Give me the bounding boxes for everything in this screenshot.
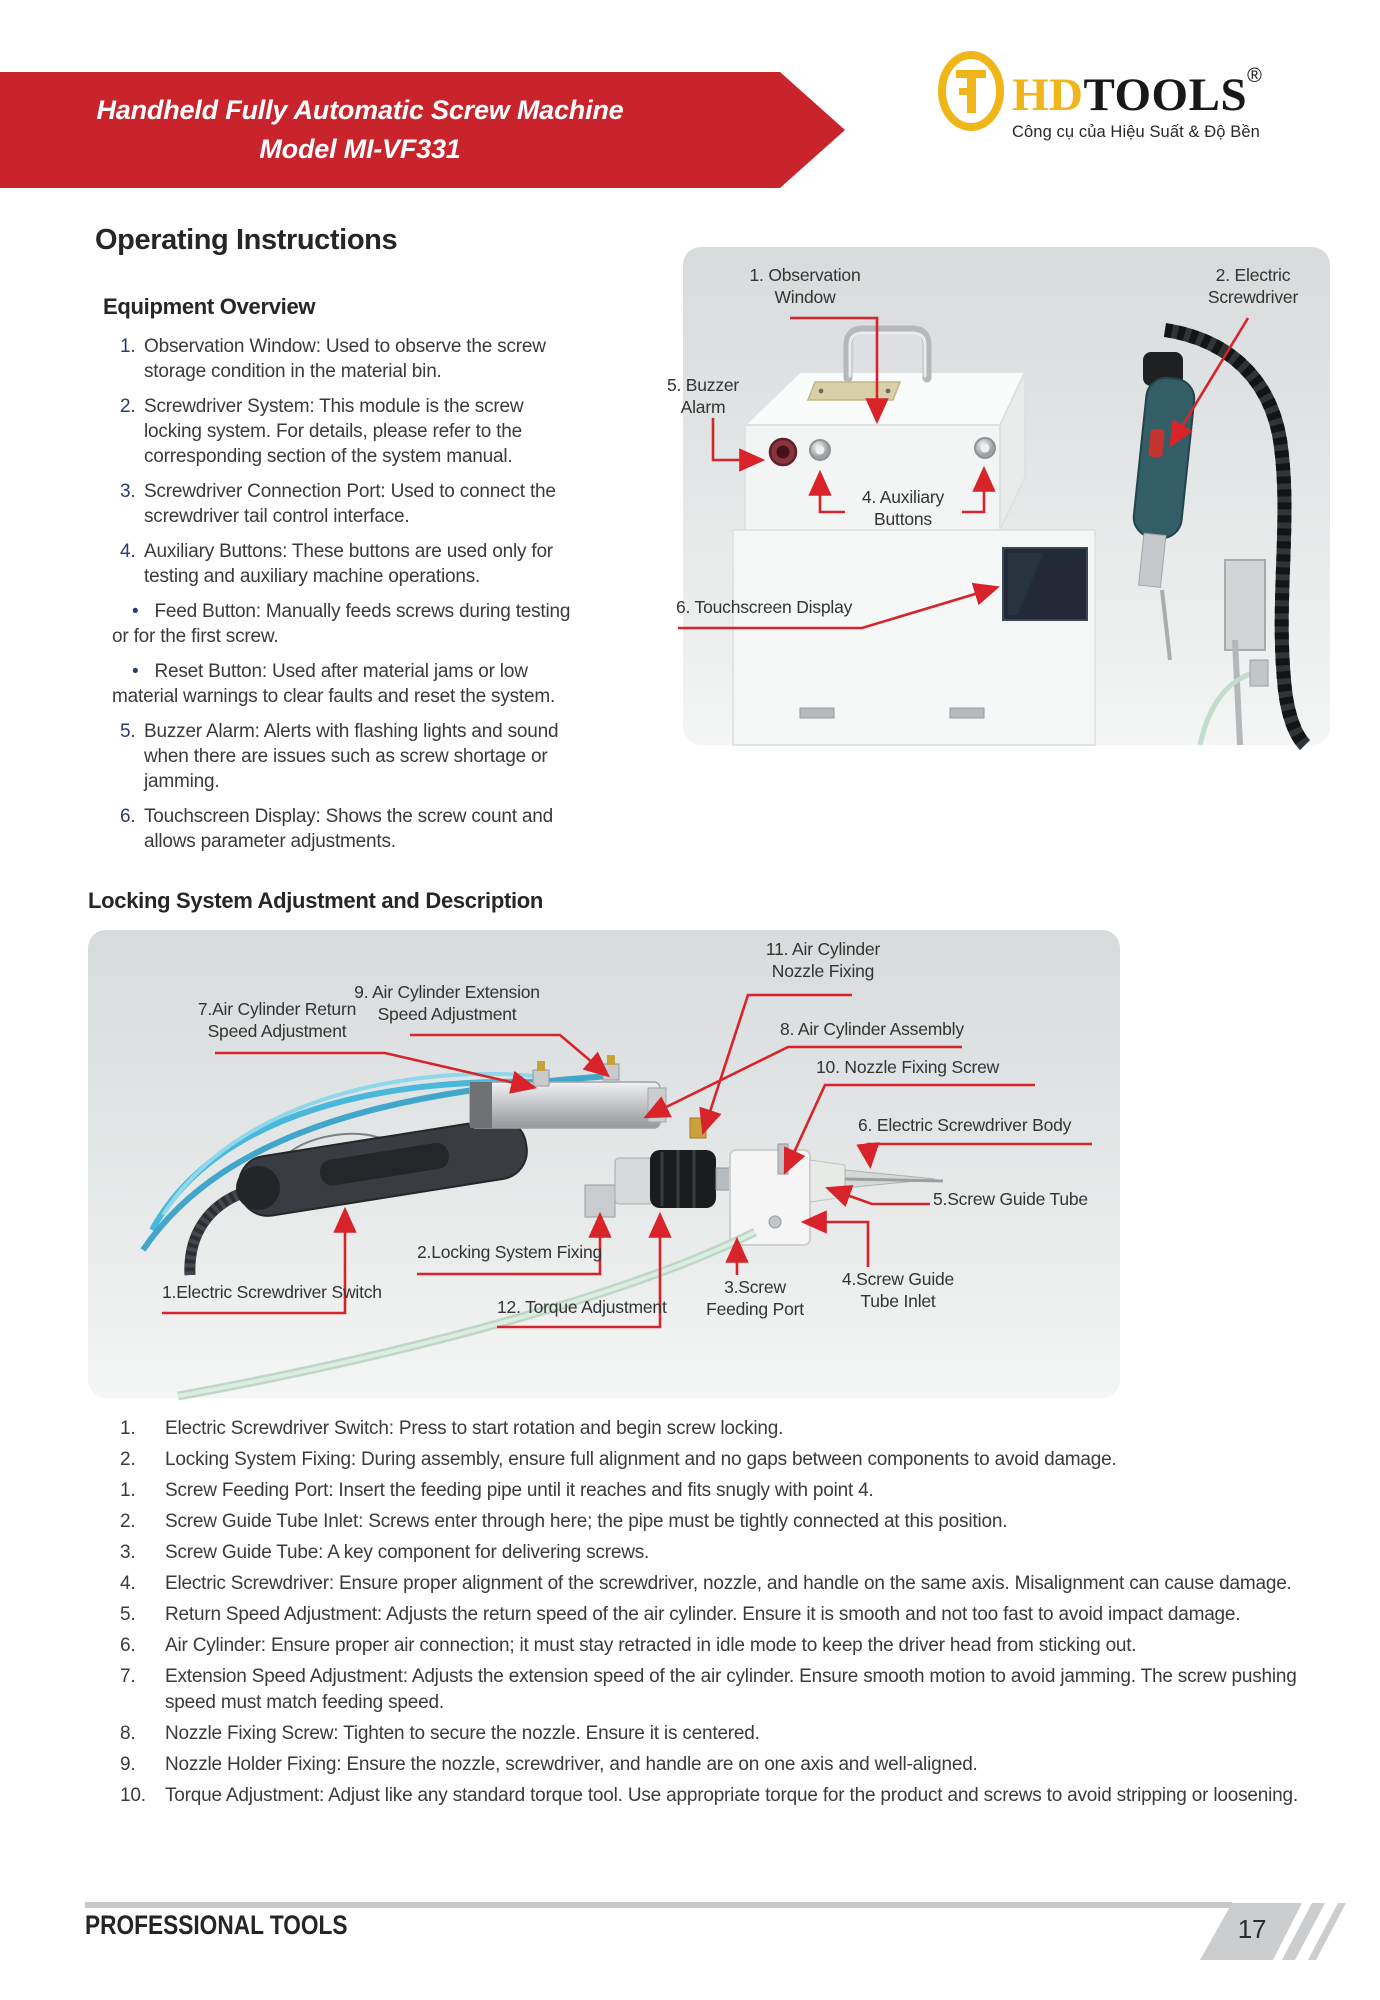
list-item: 10. Torque Adjustment: Adjust like any standard torque tool. Use appropriate torque for the product and screws to avoid stripping or loosening. [120,1785,1298,1806]
list-item: 2. Locking System Fixing: During assembly, ensure full alignment and no gaps between components to avoid damage. [120,1449,1117,1470]
list-item: 6. Air Cylinder: Ensure proper air connection; it must stay retracted in idle mode to keep the driver head from sticking out. [120,1635,1137,1656]
banner-arrow-shape [780,72,846,188]
equipment-overview-list [112,334,578,864]
header-banner [0,72,780,188]
logo-hd-text: HD [1012,69,1084,121]
locking-clamp-part [585,1185,615,1217]
list-item: 1. Screw Feeding Port: Insert the feeding pipe until it reaches and fits snugly with point 4. [120,1480,874,1501]
callout-cylinder-assembly: 8. Air Cylinder Assembly [780,1019,964,1039]
callout-return-speed-adjustment: 7.Air Cylinder Return Speed Adjustment [197,999,357,1041]
screwdriver-handle-part [1132,376,1196,540]
callout-buzzer-alarm: 5. Buzzer Alarm [666,375,740,417]
list-item: 7. Extension Speed Adjustment: Adjusts the extension speed of the air cylinder. Ensure smooth motion to avoid jamming. The screw pushing speed must match feeding speed. [120,1666,1297,1713]
callout-extension-speed-adjustment: 9. Air Cylinder Extension Speed Adjustment [354,982,540,1024]
air-cylinder-part [470,1082,660,1128]
nozzle-holder-part [730,1150,810,1245]
callout-electric-screwdriver: 2. Electric Screwdriver [1207,265,1299,307]
logo-wordmark [1012,50,1262,121]
callout-screw-feeding-port: 3.Screw Feeding Port [706,1277,804,1319]
callout-locking-system-fixing: 2.Locking System Fixing [417,1242,603,1262]
callout-observation-window: 1. Observation Window [749,265,861,307]
logo-tools-text: TOOLS [1083,69,1248,121]
list-item: 4. Auxiliary Buttons: These buttons are used only for testing and auxiliary machine operations. [120,541,553,587]
list-item: 1. Observation Window: Used to observe the screw storage condition in the material bin. [120,336,546,382]
list-item: 2. Screw Guide Tube Inlet: Screws enter through here; the pipe must be tightly connected at this position. [120,1511,1008,1532]
callout-screw-guide-tube-inlet: 4.Screw Guide Tube Inlet [841,1269,955,1311]
list-item: 5. Return Speed Adjustment: Adjusts the return speed of the air cylinder. Ensure it is smooth and not too fast to avoid impact damage. [120,1604,1241,1625]
list-item: 5. Buzzer Alarm: Alerts with flashing lights and sound when there are issues such as screw shortage or jamming. [120,721,559,792]
machine-illustration [683,247,1330,745]
list-item: 3. Screw Guide Tube: A key component for delivering screws. [120,1542,650,1563]
torque-knob-part [650,1150,716,1208]
grip-end-part [236,1166,280,1210]
hdtools-emblem-icon [938,50,1004,132]
list-item: 1. Electric Screwdriver Switch: Press to start rotation and begin screw locking. [120,1418,784,1439]
list-item-bullet: • Reset Button: Used after material jams or low material warnings to clear faults and reset the system. [112,661,556,707]
list-item: 6. Touchscreen Display: Shows the screw count and allows parameter adjustments. [120,806,554,852]
list-item: 9. Nozzle Holder Fixing: Ensure the nozzle, screwdriver, and handle are on one axis and well-aligned. [120,1754,978,1775]
list-item: 2. Screwdriver System: This module is the screw locking system. For details, please refer to the corresponding section of the system manual. [120,396,524,467]
machine-photo-panel [683,247,1330,745]
callout-screwdriver-switch: 1.Electric Screwdriver Switch [162,1282,382,1302]
footer-divider [85,1902,1232,1908]
callout-auxiliary-buttons: 4. Auxiliary Buttons [861,487,945,529]
list-item: 8. Nozzle Fixing Screw: Tighten to secure the nozzle. Ensure it is centered. [120,1723,760,1744]
registered-mark-icon: ® [1247,65,1263,87]
callout-nozzle-fixing-screw: 10. Nozzle Fixing Screw [816,1057,1000,1077]
tube-inlet-part [769,1216,781,1228]
callout-screw-guide-tube: 5.Screw Guide Tube [933,1189,1088,1209]
callout-cylinder-nozzle-fixing: 11. Air Cylinder Nozzle Fixing [765,939,881,981]
list-item-bullet: • Feed Button: Manually feeds screws during testing or for the first screw. [112,601,571,647]
logo-tagline: Công cụ của Hiệu Suất & Độ Bền [1012,123,1260,141]
banner-title-line2: Model MI-VF331 [259,134,461,164]
coupler-part [615,1158,653,1204]
hdtools-logo [938,50,1262,142]
banner-title-line1: Handheld Fully Automatic Screw Machine [96,95,624,125]
callout-screwdriver-body: 6. Electric Screwdriver Body [858,1115,1072,1135]
page-title: Operating Instructions [95,224,398,256]
return-speed-valve-part [533,1070,549,1086]
list-item: 4. Electric Screwdriver: Ensure proper alignment of the screwdriver, nozzle, and handle on the same axis. Misalignment can cause damage. [120,1573,1292,1594]
page-number: 17 [1237,1914,1267,1944]
section-heading-locking-system: Locking System Adjustment and Description [88,888,544,913]
carry-handle-part [848,330,927,378]
callout-torque-adjustment: 12. Torque Adjustment [497,1297,667,1317]
callout-touchscreen-display: 6. Touchscreen Display [676,597,853,617]
list-item: 3. Screwdriver Connection Port: Used to connect the screwdriver tail control interface. [120,481,556,527]
footer-brand: PROFESSIONAL TOOLS [85,1910,348,1940]
locking-description-list [120,1416,1305,1814]
section-heading-equipment-overview: Equipment Overview [103,294,316,319]
